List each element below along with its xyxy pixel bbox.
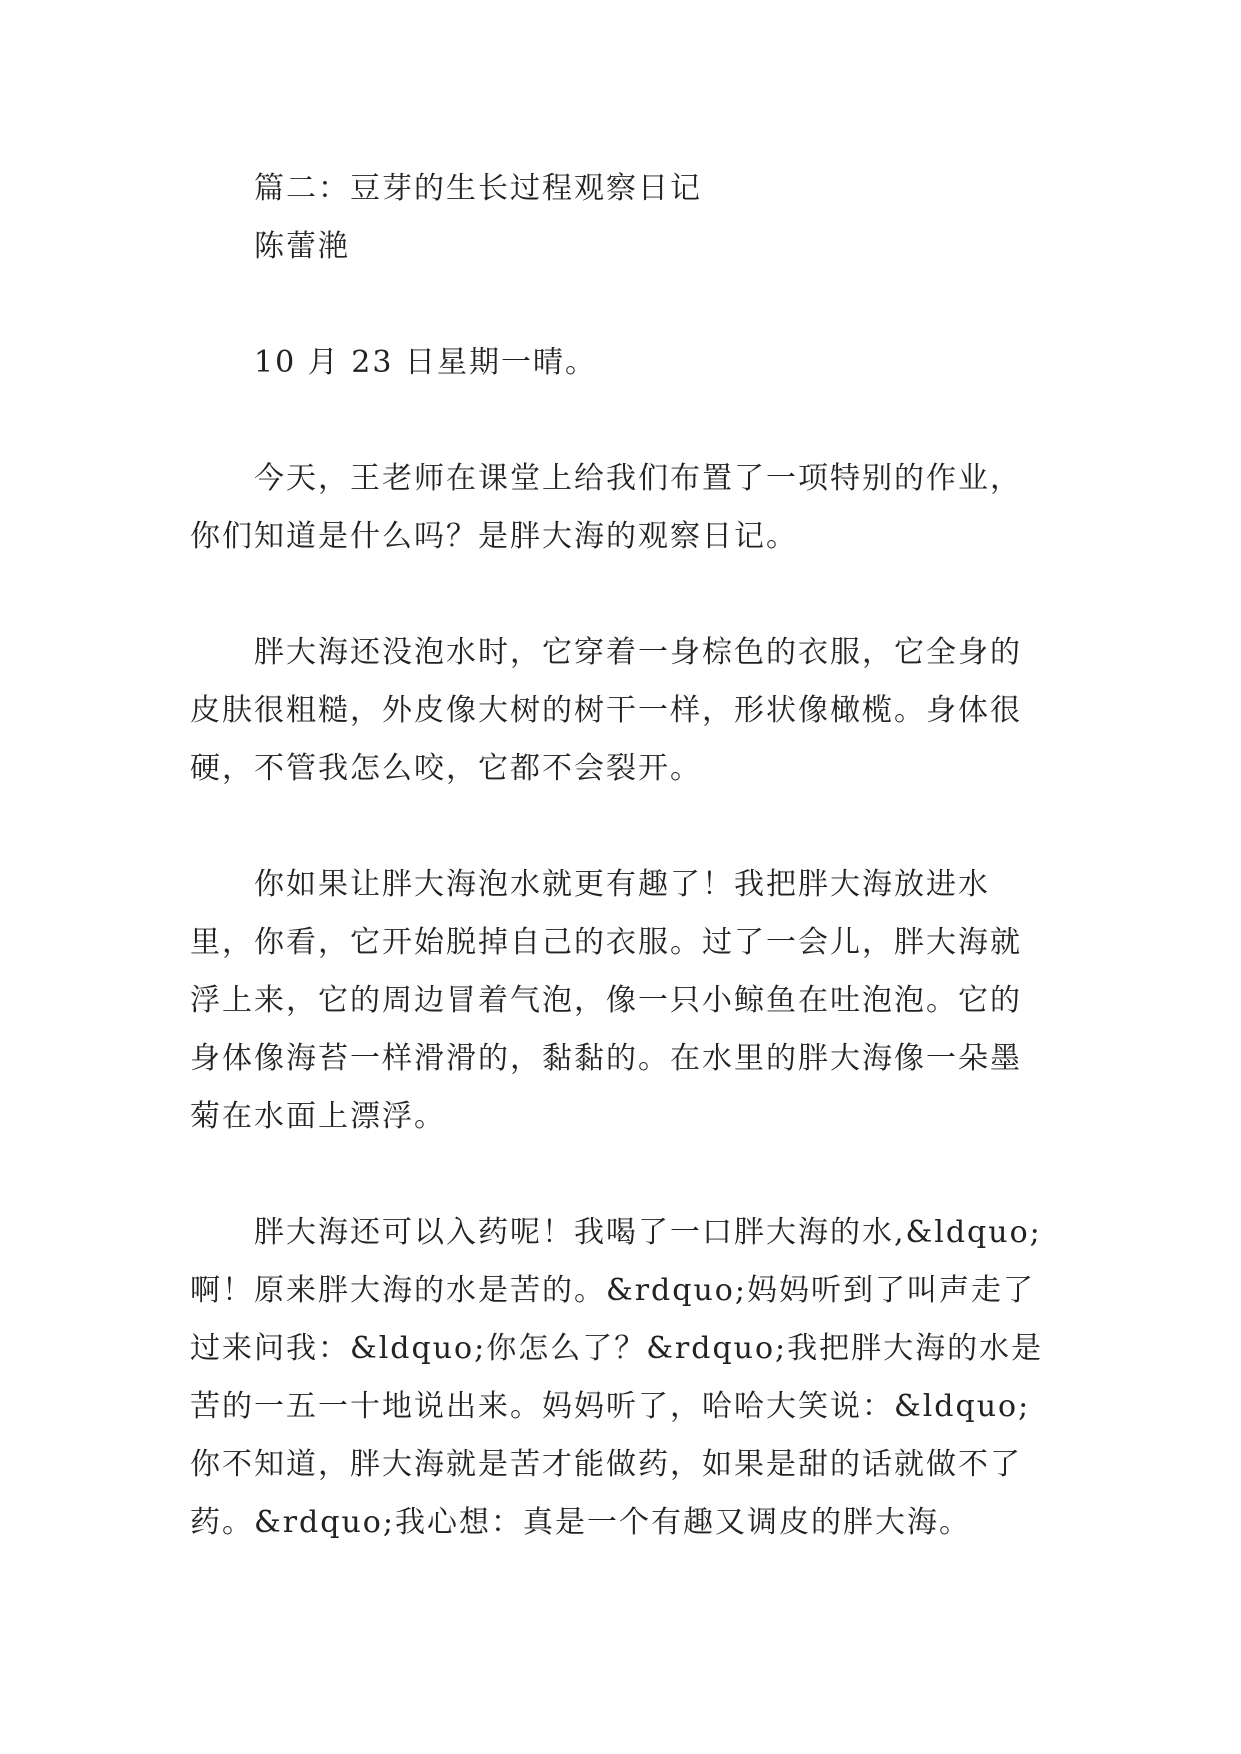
paragraph-4: 胖大海还可以入药呢！我喝了一口胖大海的水,&ldquo;啊！原来胖大海的水是苦的。&rdquo;妈妈听到了叫声走了过来问我：&ldquo;你怎么了？&rdquo;我把胖大海的水是苦的一五一十地说出来。妈妈听了，哈哈大笑说：&ldquo;你不知道，胖大海就是苦才能做药，如果是甜的话就做不了药。&rdquo;我心想：真是一个有趣又调皮的胖大海。 <box>190 1215 1044 1540</box>
article-title: 篇二：豆芽的生长过程观察日记 <box>254 171 702 206</box>
spacer <box>190 1146 1052 1204</box>
spacer <box>190 798 1052 856</box>
spacer <box>190 392 1052 450</box>
spacer <box>190 276 1052 334</box>
spacer <box>190 566 1052 624</box>
paragraph-3: 你如果让胖大海泡水就更有趣了！我把胖大海放进水里，你看，它开始脱掉自己的衣服。过了一会儿，胖大海就浮上来，它的周边冒着气泡，像一只小鲸鱼在吐泡泡。它的身体像海苔一样滑滑的，黏黏的。在水里的胖大海像一朵墨菊在水面上漂浮。 <box>190 867 1022 1134</box>
paragraph-2: 胖大海还没泡水时，它穿着一身棕色的衣服，它全身的皮肤很粗糙，外皮像大树的树干一样，形状像橄榄。身体很硬，不管我怎么咬，它都不会裂开。 <box>190 635 1022 786</box>
author-name: 陈蕾滟 <box>254 229 350 264</box>
date-line: 10 月 23 日星期一晴。 <box>254 345 597 380</box>
paragraph-1: 今天，王老师在课堂上给我们布置了一项特别的作业，你们知道是什么吗？是胖大海的观察日记。 <box>190 461 1022 554</box>
document-body <box>190 160 1052 1552</box>
